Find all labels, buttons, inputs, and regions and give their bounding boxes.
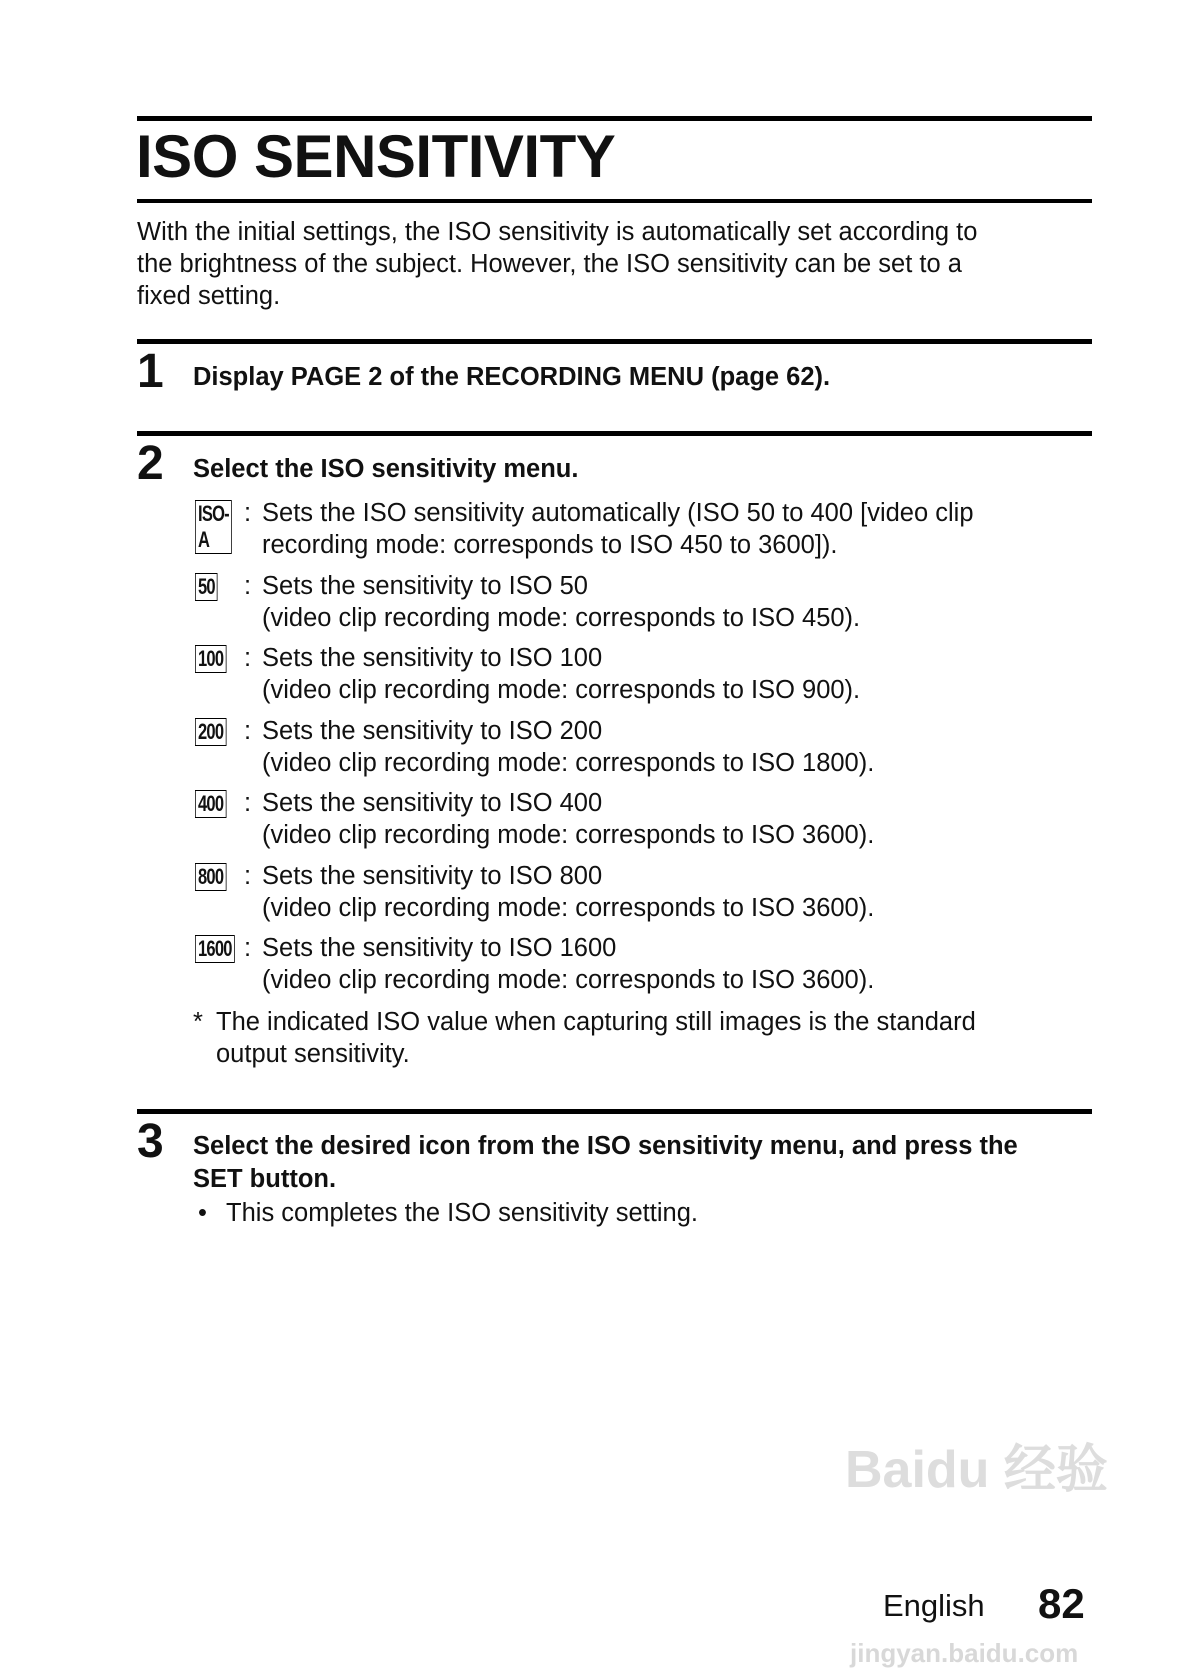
colon: : — [244, 861, 252, 890]
option-line: (video clip recording mode: corresponds to ISO 3600). — [262, 893, 875, 922]
footnote-mark: * — [193, 1008, 203, 1036]
step-rule — [137, 339, 1092, 344]
footer-language: English — [883, 1588, 985, 1623]
intro-line: the brightness of the subject. However, the ISO sensitivity can be set to a — [137, 250, 962, 278]
colon: : — [244, 716, 252, 745]
step-3-bullet — [198, 1197, 698, 1229]
option-description — [262, 787, 874, 851]
step-rule — [137, 1109, 1092, 1114]
step-3-title-line: SET button. — [193, 1165, 337, 1193]
iso-iso-a-icon: ISO-A — [195, 500, 232, 554]
option-line: (video clip recording mode: corresponds to ISO 3600). — [262, 966, 875, 994]
option-line: (video clip recording mode: corresponds to ISO 900). — [262, 676, 861, 704]
step-1-title: Display PAGE 2 of the RECORDING MENU (page 62). — [193, 363, 831, 391]
option-description — [262, 715, 874, 779]
page-number: 82 — [1038, 1580, 1085, 1627]
bullet-icon: • — [198, 1199, 207, 1227]
step-3-number: 3 — [137, 1115, 164, 1168]
option-description — [262, 932, 874, 996]
top-rule — [137, 116, 1092, 121]
step-2-number: 2 — [137, 437, 164, 490]
option-line: Sets the sensitivity to ISO 1600 — [262, 934, 617, 962]
footnote-line: The indicated ISO value when capturing still images is the standard — [216, 1008, 976, 1036]
option-line: Sets the ISO sensitivity automatically (ISO 50 to 400 [video clip — [262, 499, 974, 527]
option-line: Sets the sensitivity to ISO 800 — [262, 861, 603, 890]
option-description — [262, 570, 860, 634]
option-line: Sets the sensitivity to ISO 400 — [262, 789, 603, 817]
option-description — [262, 642, 860, 706]
footnote-line: output sensitivity. — [216, 1040, 410, 1068]
step-rule — [137, 431, 1092, 436]
iso-200-icon: 200 — [195, 718, 226, 746]
baidu-watermark-url: jingyan.baidu.com — [850, 1638, 1079, 1668]
option-description — [262, 497, 974, 561]
option-line: Sets the sensitivity to ISO 50 — [262, 571, 588, 600]
option-description — [262, 860, 874, 924]
option-line: (video clip recording mode: corresponds to ISO 1800). — [262, 748, 875, 777]
iso-1600-icon: 1600 — [195, 935, 235, 963]
intro-line: With the initial settings, the ISO sensitivity is automatically set according to — [137, 218, 978, 246]
title-rule — [137, 199, 1092, 203]
option-line: recording mode: corresponds to ISO 450 to 3600]). — [262, 531, 838, 559]
footnote — [193, 1006, 976, 1070]
iso-400-icon: 400 — [195, 790, 226, 818]
colon: : — [244, 789, 252, 817]
option-line: Sets the sensitivity to ISO 200 — [262, 716, 603, 745]
iso-100-icon: 100 — [195, 645, 226, 673]
intro-line: fixed setting. — [137, 282, 281, 310]
page-title: ISO SENSITIVITY — [136, 123, 616, 190]
iso-800-icon: 800 — [195, 863, 226, 891]
iso-50-icon: 50 — [195, 573, 218, 601]
step-3-title — [193, 1130, 1018, 1196]
option-line: Sets the sensitivity to ISO 100 — [262, 644, 603, 672]
baidu-watermark-logo: Baidu 经验 — [845, 1441, 1108, 1499]
bullet-text: This completes the ISO sensitivity setting. — [226, 1199, 698, 1227]
colon: : — [244, 571, 252, 600]
step-1-number: 1 — [137, 345, 164, 398]
intro-paragraph — [137, 216, 1137, 312]
option-line: (video clip recording mode: corresponds to ISO 3600). — [262, 821, 875, 849]
colon: : — [244, 499, 252, 527]
colon: : — [244, 934, 252, 962]
step-2-title: Select the ISO sensitivity menu. — [193, 455, 579, 483]
colon: : — [244, 644, 252, 672]
option-line: (video clip recording mode: corresponds to ISO 450). — [262, 603, 861, 632]
step-3-title-line: Select the desired icon from the ISO sensitivity menu, and press the — [193, 1132, 1018, 1160]
